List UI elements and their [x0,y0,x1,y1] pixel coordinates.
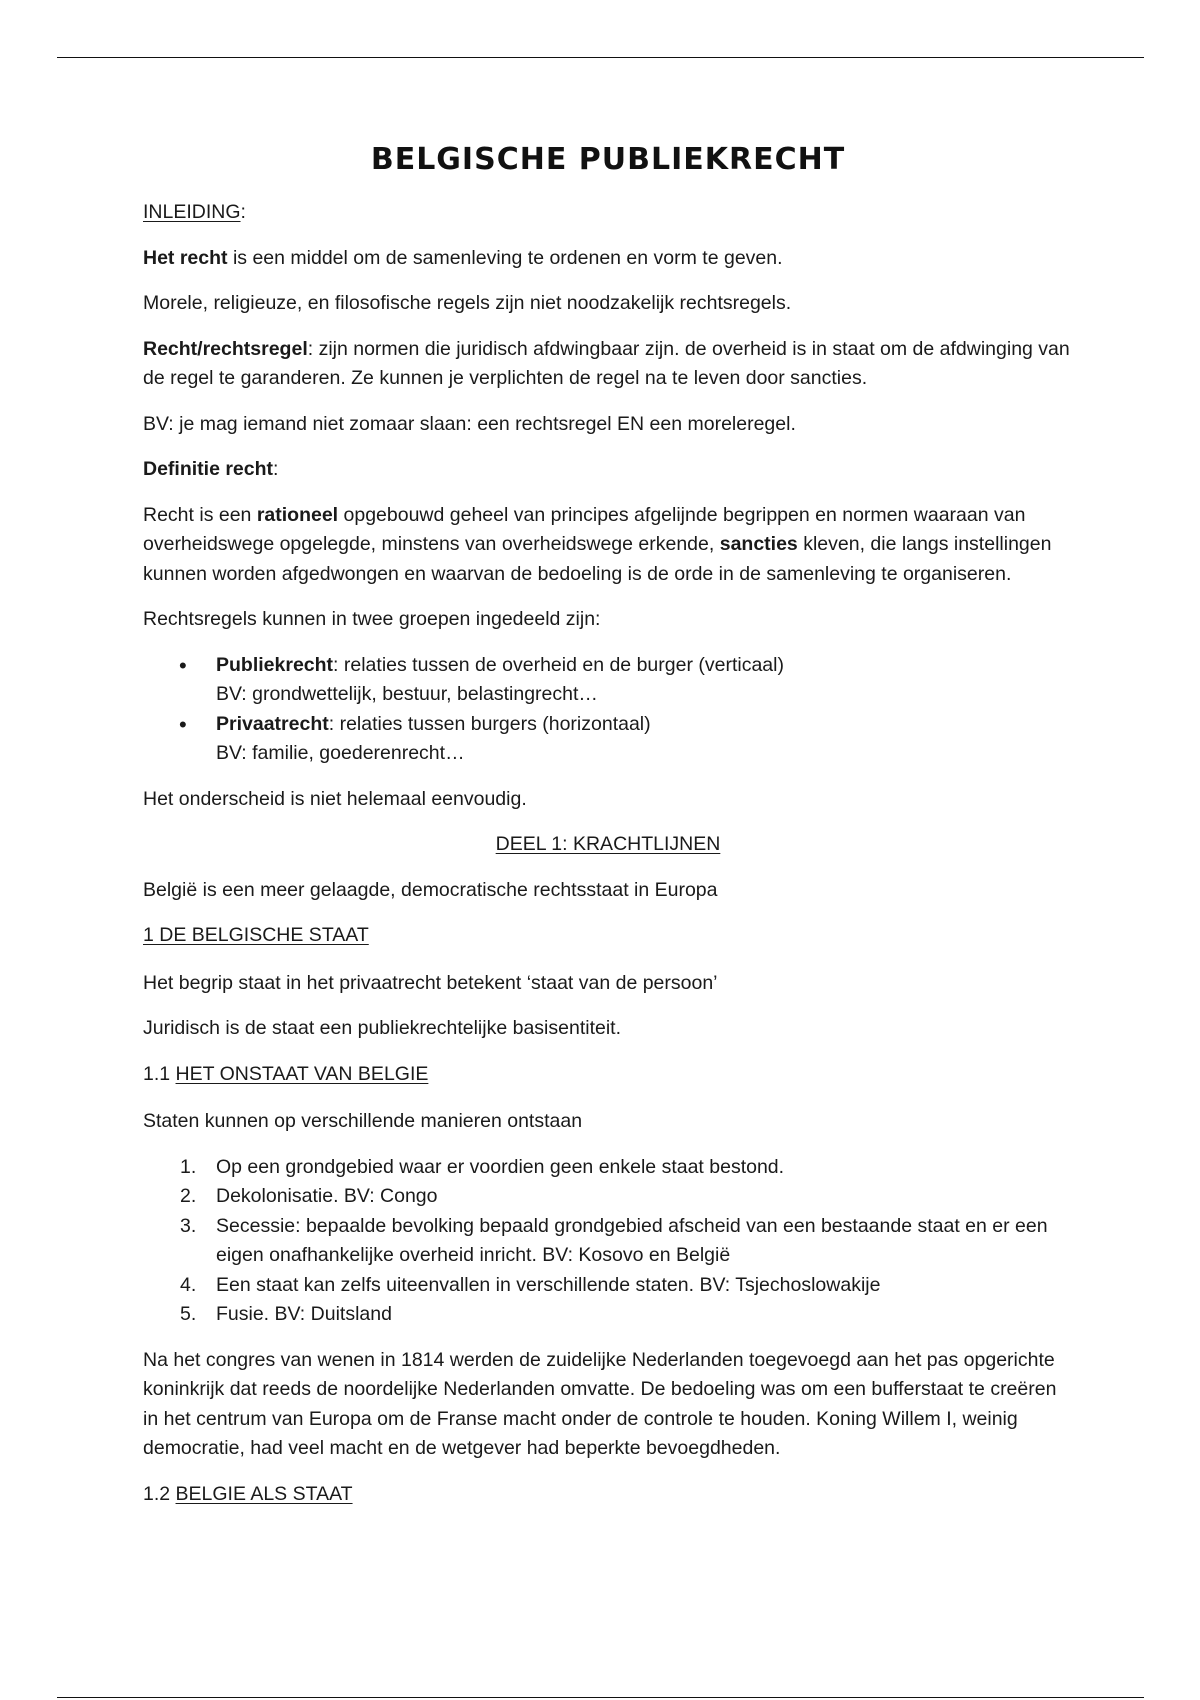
paragraph: Na het congres van wenen in 1814 werden de zuidelijke Nederlanden toegevoegd aan het pas opgerichte koninkrijk dat reeds de noordelijke Nederlanden omvatte. De bedoeling was om een bufferstaat te creëren in het centrum van Europa om de Franse macht onder de controle te houden. Koning Willem I, weinig democratie, had veel macht en de wetgever had beperkte bevoegdheden. [143,1348,1057,1459]
list-item-text: : relaties tussen de overheid en de burger (verticaal) [333,653,784,676]
document-page [143,140,1073,1527]
bold-term: rationeel [256,503,339,526]
paragraph-text: kleven, die langs instellingen kunnen worden afgedwongen en waarvan de bedoeling is de orde in de samenleving te organiseren. [143,533,1052,585]
subsection-heading-text: BELGIE ALS STAAT [175,1482,353,1505]
section-heading [143,921,1073,951]
list-item-text: Dekolonisatie. BV: Congo [216,1185,438,1207]
bold-term: Publiekrecht [216,653,334,676]
list-item-text: Secessie: bepaalde bevolking bepaald grondgebied afscheid van een bestaande staat en er een eigen onafhankelijke overheid inricht. BV: Kosovo en België [216,1214,1048,1266]
section-label-inleiding [143,198,1073,228]
subsection-heading [143,1480,1073,1510]
bullet-list [143,651,1073,769]
list-item-text: Een staat kan zelfs uiteenvallen in verschillende staten. BV: Tsjechoslowakije [216,1273,881,1296]
paragraph-text: Recht is een [143,503,257,526]
list-item [143,1182,1073,1212]
paragraph-text: is een middel om de samenleving te ordenen en vorm te geven. [227,246,783,269]
paragraph: Het onderscheid is niet helemaal eenvoudig. [143,787,527,810]
paragraph: BV: je mag iemand niet zomaar slaan: een rechtsregel EN een moreleregel. [143,412,796,435]
document-title: BELGISCHE PUBLIEKRECHT [370,142,846,177]
bold-term: Het recht [143,246,228,269]
list-item-text: Op een grondgebied waar er voordien geen enkele staat bestond. [216,1155,785,1178]
list-item [143,1212,1073,1271]
paragraph-text: : [273,458,279,480]
list-item [143,1153,1073,1183]
section-heading-text: 1 DE BELGISCHE STAAT [143,924,369,946]
paragraph: Rechtsregels kunnen in twee groepen ingedeeld zijn: [143,608,601,630]
paragraph [143,335,1073,394]
list-item-text: : relaties tussen burgers (horizontaal) [328,712,651,735]
subsection-heading-text: HET ONSTAAT VAN BELGIE [175,1062,429,1085]
list-number: 4. [180,1273,197,1296]
paragraph: Het begrip staat in het privaatrecht betekent ‘staat van de persoon’ [143,971,718,994]
bold-term: Definitie recht [143,458,274,480]
paragraph: Staten kunnen op verschillende manieren ontstaan [143,1110,583,1132]
list-item-example: BV: grondwettelijk, bestuur, belastingrecht… [216,683,598,705]
inleiding-label: INLEIDING [143,201,241,223]
bold-term: Privaatrecht [216,712,329,735]
bold-term: sancties [719,533,798,555]
inleiding-colon: : [240,201,246,223]
list-item [143,1271,1073,1301]
header-rule [57,57,1144,58]
paragraph: België is een meer gelaagde, democratische rechtsstaat in Europa [143,878,718,901]
paragraph-text: opgebouwd geheel van principes afgelijnde begrippen en normen waaraan van overheidswege opgelegde, minstens van overheidswege erkende, [143,503,1026,555]
footer-rule [57,1697,1144,1698]
bold-term: Recht/rechtsregel [143,337,308,360]
list-item [143,1300,1073,1330]
list-item-text: Fusie. BV: Duitsland [216,1303,392,1325]
list-item-example: BV: familie, goederenrecht… [216,742,465,764]
paragraph: Morele, religieuze, en filosofische regels zijn niet noodzakelijk rechtsregels. [143,292,792,314]
paragraph-text: : zijn normen die juridisch afdwingbaar zijn. de overheid is in staat om de afdwinging van de regel te garanderen. Ze kunnen je verplichten de regel na te leven door sancties. [143,337,1070,389]
subsection-heading [143,1060,1073,1090]
list-number: 3. [180,1214,197,1237]
definition-paragraph [143,501,1073,590]
subsection-number: 1.2 [143,1482,176,1505]
list-number: 2. [180,1185,197,1207]
paragraph [143,455,1073,485]
list-item [143,710,1073,769]
list-number: 1. [180,1155,197,1178]
list-number: 5. [180,1303,197,1325]
list-item [143,651,1073,710]
paragraph [143,244,1073,274]
paragraph: Juridisch is de staat een publiekrechtelijke basisentiteit. [143,1017,622,1039]
part-heading-text: DEEL 1: KRACHTLIJNEN [495,833,721,855]
numbered-list [143,1153,1073,1330]
part-heading [143,830,1073,860]
subsection-number: 1.1 [143,1062,176,1085]
